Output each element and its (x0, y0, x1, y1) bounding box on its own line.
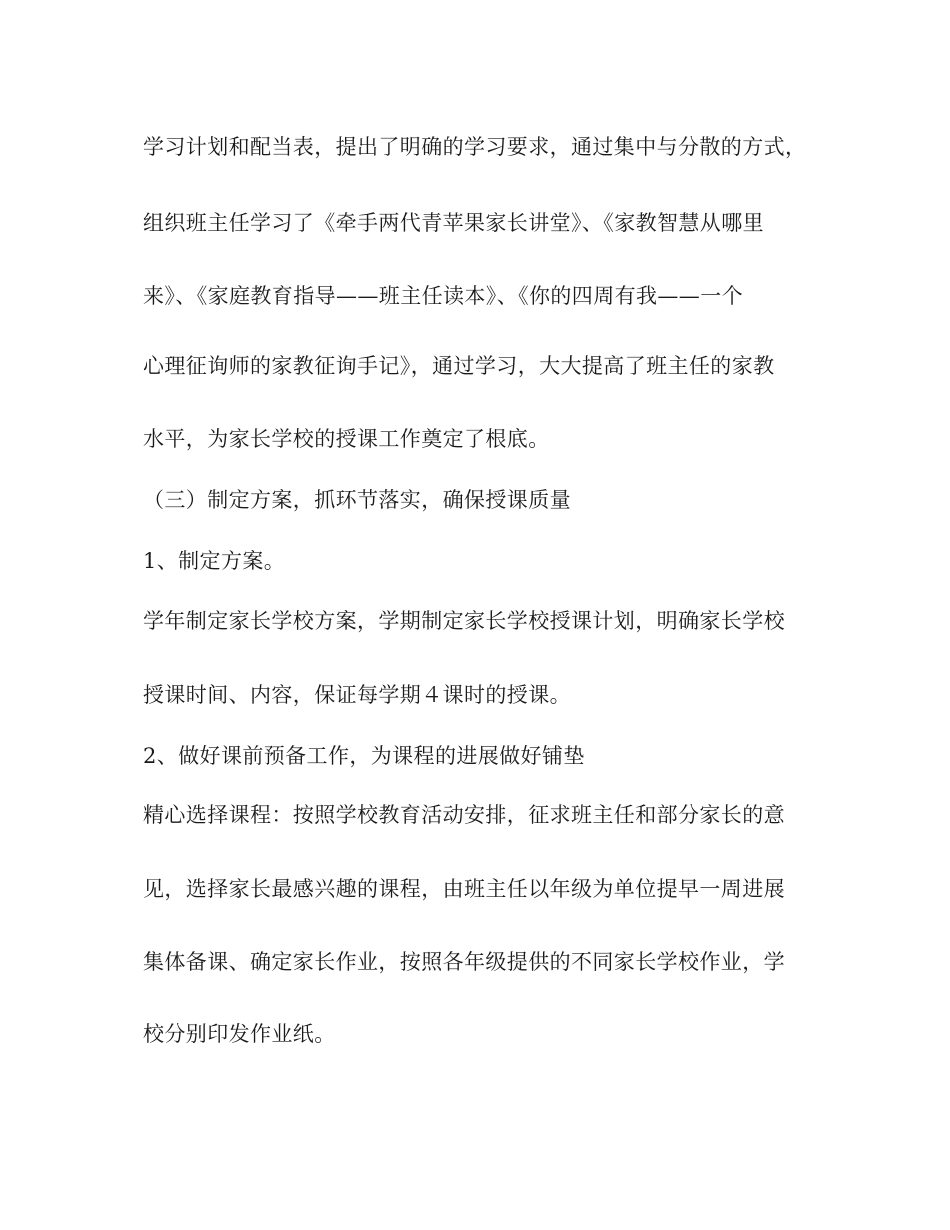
paragraph-line: 学年制定家长学校方案，学期制定家长学校授课计划，明确家长学校 (143, 609, 785, 633)
paragraph-line: 学习计划和配当表，提出了明确的学习要求，通过集中与分散的方式， (143, 135, 807, 159)
paragraph-line: 水平，为家长学校的授课工作奠定了根底。 (143, 427, 550, 451)
paragraph-line: 来》、《家庭教育指导——班主任读本》、《你的四周有我——一个 (143, 284, 743, 308)
paragraph-line: 授课时间、内容，保证每学期４课时的授课。 (143, 683, 571, 707)
paragraph-line: 心理征询师的家教征询手记》，通过学习，大大提高了班主任的家教 (143, 354, 775, 378)
paragraph-line: 集体备课、确定家长作业，按照各年级提供的不同家长学校作业，学 (143, 950, 785, 974)
section-heading: （三）制定方案，抓环节落实，确保授课质量 (143, 488, 571, 512)
subsection-heading: 1、制定方案。 (143, 549, 286, 573)
paragraph-line: 见，选择家长最感兴趣的课程，由班主任以年级为单位提早一周进展 (143, 877, 785, 901)
paragraph-line: 校分别印发作业纸。 (143, 1022, 336, 1046)
subsection-heading: 2、做好课前预备工作，为课程的进展做好铺垫 (143, 744, 585, 768)
paragraph-line: 精心选择课程：按照学校教育活动安排，征求班主任和部分家长的意 (143, 803, 785, 827)
paragraph-line: 组织班主任学习了《牵手两代青苹果家长讲堂》、《家教智慧从哪里 (143, 211, 764, 235)
